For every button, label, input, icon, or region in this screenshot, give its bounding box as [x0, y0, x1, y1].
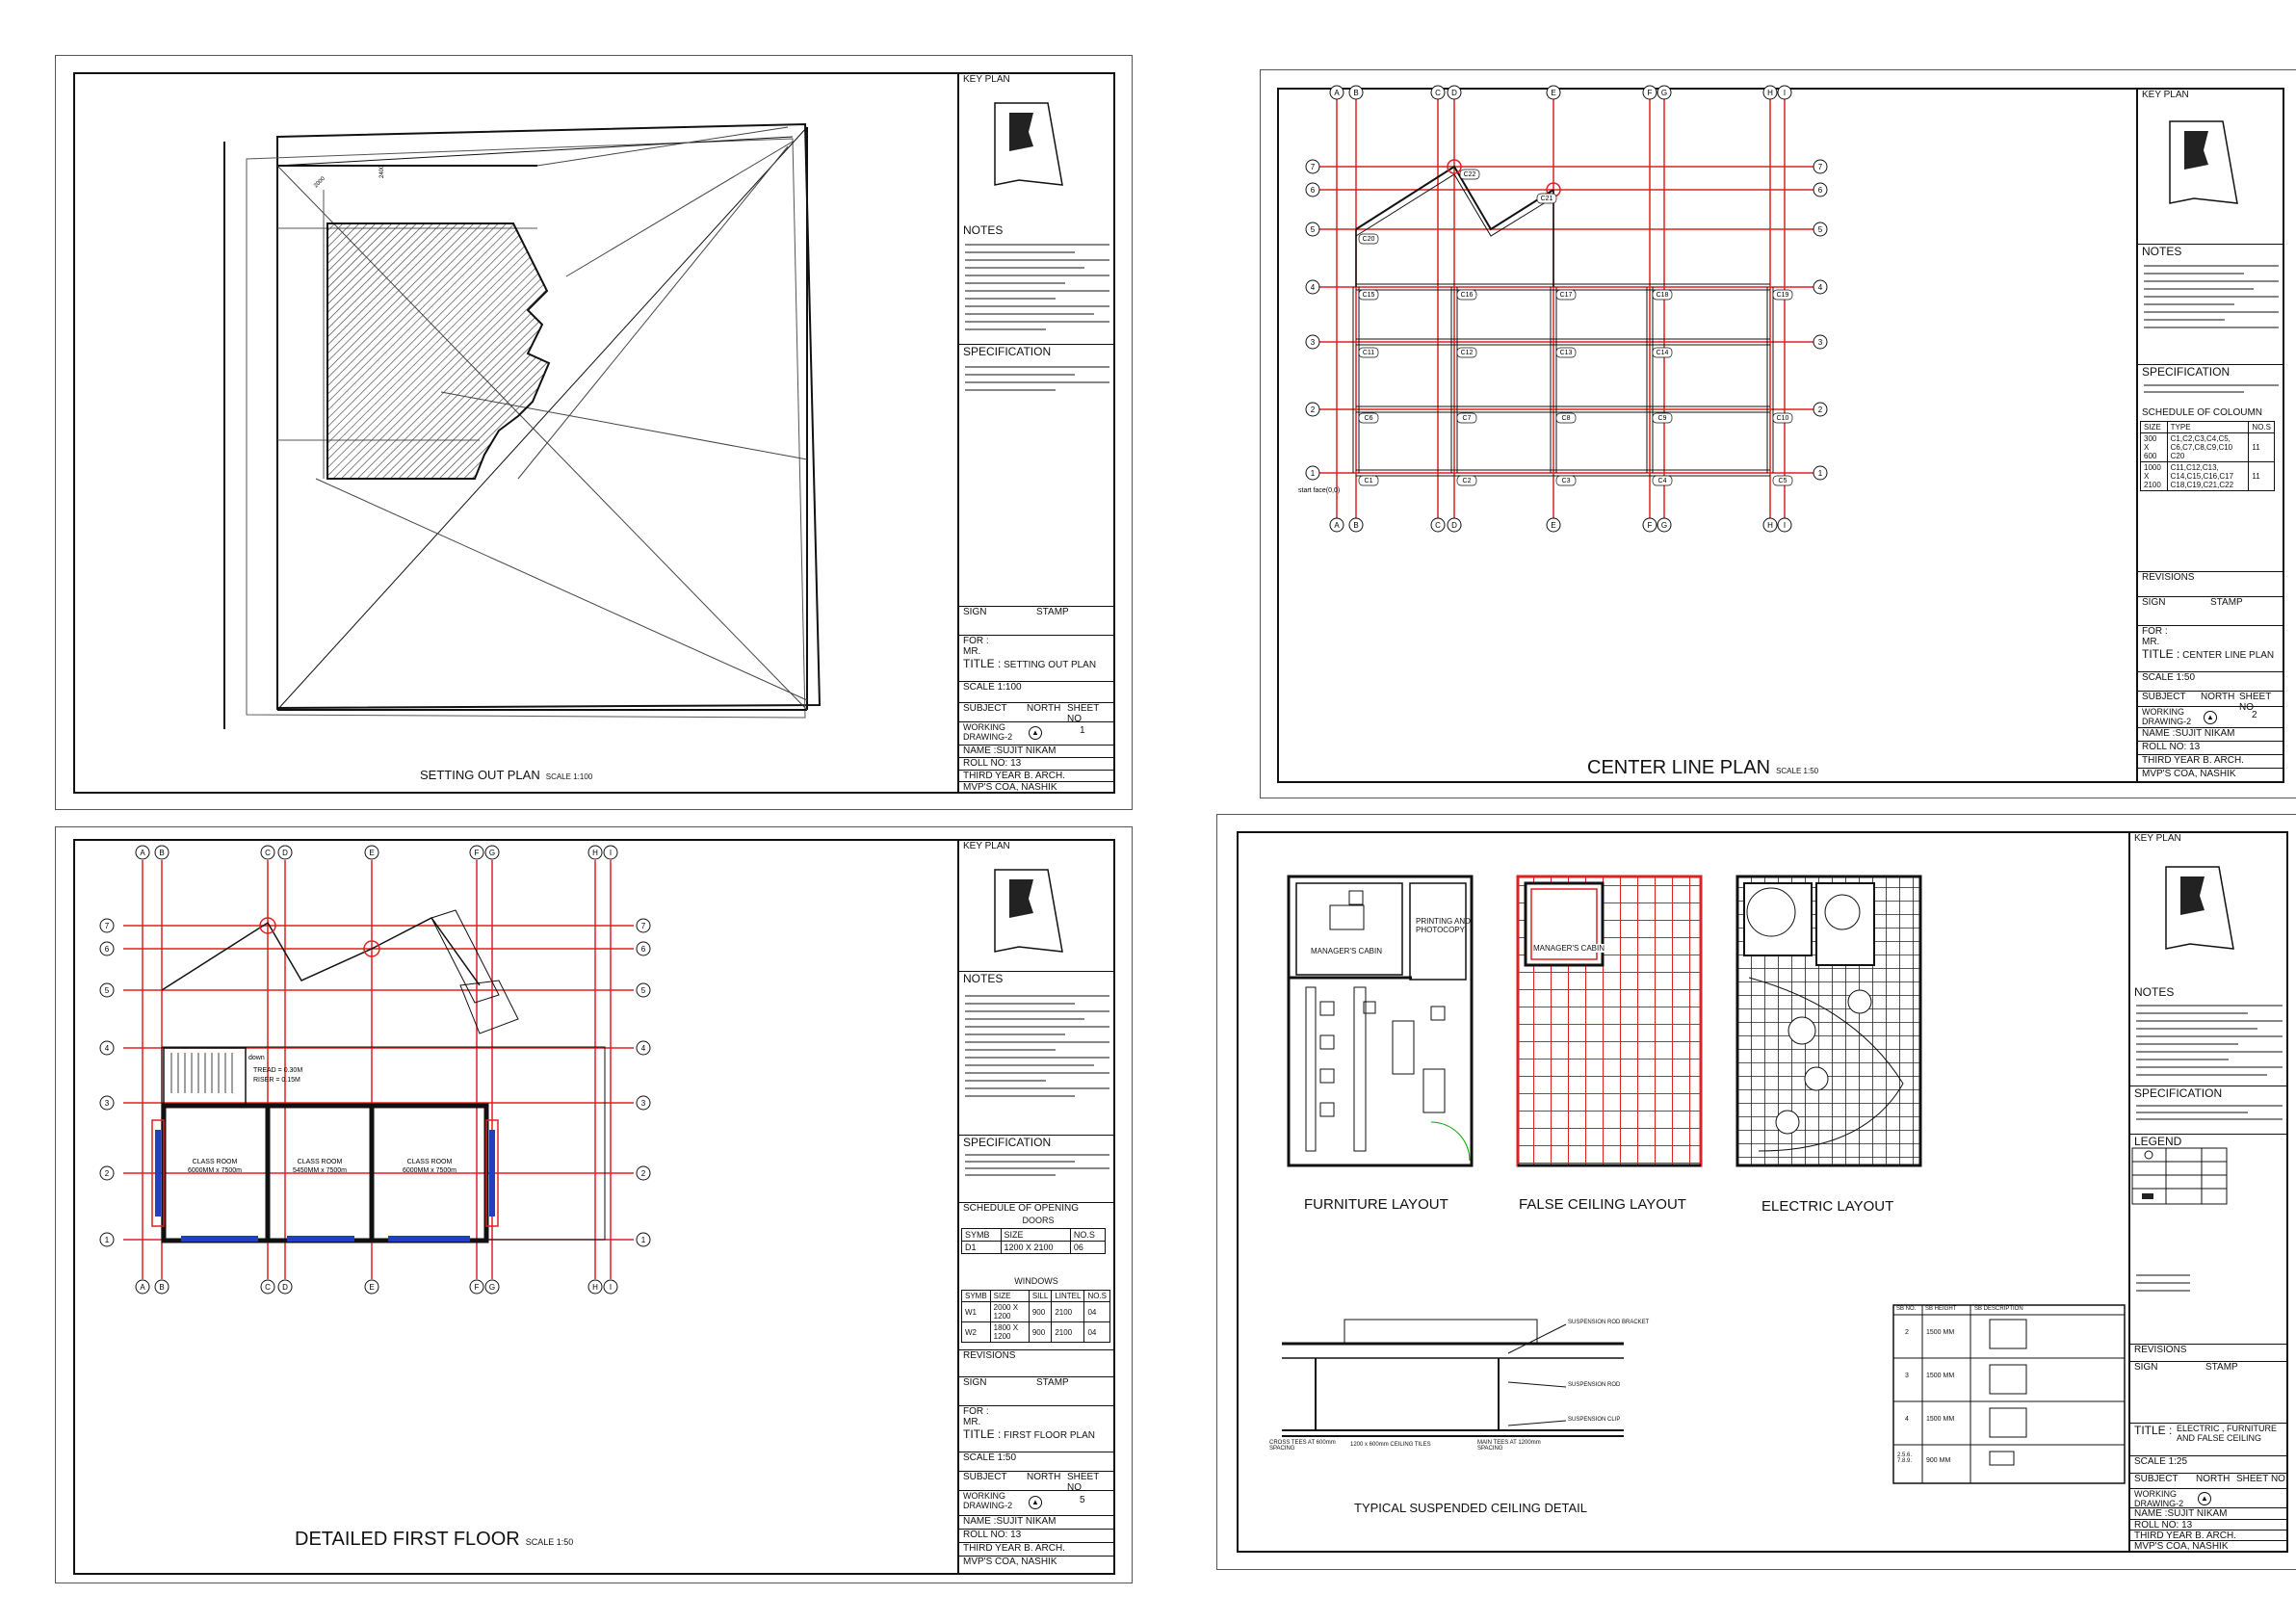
- grid-bubble-left-1-label: 1: [104, 1236, 110, 1244]
- grid-bubble-bottom-D-label: D: [282, 1283, 288, 1292]
- column-label-C15: C15: [1362, 292, 1375, 299]
- grid-bubble-right-4-label: 4: [640, 1044, 646, 1053]
- grid-bubble-left-5-label: 5: [104, 986, 110, 995]
- year-label: THIRD YEAR B. ARCH.: [963, 771, 1065, 781]
- for-label: FOR :: [963, 636, 989, 646]
- grid-bubble-left-7-label: 7: [104, 922, 110, 930]
- plan-title-text: DETAILED FIRST FLOOR: [295, 1529, 520, 1550]
- grid-bubble-bottom-D-label: D: [1451, 521, 1457, 530]
- grid-bubble-right-7-label: 7: [640, 922, 646, 930]
- detail-label-rod: SUSPENSION ROD: [1568, 1382, 1621, 1388]
- plan-scale: SCALE 1:100: [545, 772, 593, 781]
- key-plan-icon: [2161, 862, 2238, 949]
- column-label-C19: C19: [1776, 292, 1789, 299]
- grid-bubble-top-I-label: I: [609, 849, 613, 857]
- sheet-no-label: SHEET NO: [1067, 703, 1100, 724]
- window-glass: [489, 1130, 495, 1216]
- column-schedule-table: [2140, 421, 2275, 491]
- grid-bubble-top-E-label: E: [369, 849, 375, 857]
- grid-bubble-top-C-label: C: [1435, 89, 1441, 97]
- legend-table: [2132, 1148, 2229, 1206]
- title-value: FIRST FLOOR PLAN: [1004, 1430, 1095, 1441]
- grid-bubble-top-C-label: C: [265, 849, 271, 857]
- north-label: NORTH: [2196, 1474, 2231, 1484]
- grid-bubble-left-7-label: 7: [1310, 163, 1316, 171]
- for-label: FOR :: [963, 1406, 989, 1417]
- grid-bubble-bottom-G-label: G: [488, 1283, 496, 1292]
- column-label-C8: C8: [1561, 415, 1571, 422]
- scale-label: SCALE 1:50: [2142, 672, 2196, 683]
- grid-bubble-left-2-label: 2: [104, 1169, 110, 1178]
- th-size: SIZE: [990, 1291, 1029, 1302]
- specification-heading: SPECIFICATION: [2142, 365, 2231, 379]
- title-value: CENTER LINE PLAN: [2182, 650, 2275, 661]
- sign-label: SIGN: [963, 607, 987, 617]
- key-plan-label: KEY PLAN: [2142, 90, 2189, 100]
- key-plan-label: KEY PLAN: [2134, 833, 2181, 844]
- title-label: TITLE :: [2142, 647, 2180, 661]
- sheet-no-label: SHEET NO: [1067, 1472, 1100, 1493]
- roll-label: ROLL NO: 13: [2142, 742, 2201, 752]
- title-label: TITLE :: [963, 1427, 1002, 1441]
- th-nos: NO.S: [1084, 1291, 1110, 1302]
- subject-label: SUBJECT: [963, 703, 1007, 714]
- grid-bubble-left-3-label: 3: [1310, 338, 1316, 347]
- center-line-drawing: [1279, 90, 2126, 781]
- grid-bubble-right-1-label: 1: [640, 1236, 646, 1244]
- notes-heading: NOTES: [963, 223, 1004, 237]
- detail-label-clip: SUSPENSION CLIP: [1568, 1417, 1621, 1423]
- doors-heading: DOORS: [1022, 1216, 1055, 1225]
- sheet-no-label: SHEET NO: [2236, 1474, 2285, 1484]
- plan-title-text: CENTER LINE PLAN: [1587, 757, 1771, 778]
- sheet-center-line: [1260, 69, 2296, 798]
- subject-label: SUBJECT: [2134, 1474, 2179, 1484]
- table-cell: 1200 X 2100: [1001, 1242, 1070, 1254]
- stair-down-label: down: [248, 1055, 265, 1061]
- detail-label-main-tees: MAIN TEES AT 1200mm SPACING: [1477, 1440, 1541, 1452]
- door-schedule-table: [961, 1228, 1106, 1254]
- specification-heading: SPECIFICATION: [963, 1136, 1052, 1149]
- table-cell: C11,C12,C13, C14,C15,C16,C17 C18,C19,C21,C22: [2167, 462, 2249, 491]
- column-label-C21: C21: [1540, 196, 1553, 202]
- for-label: FOR :: [2142, 626, 2168, 637]
- room-name: CLASS ROOM: [406, 1159, 453, 1165]
- table-cell: 04: [1084, 1302, 1110, 1322]
- managers-cabin-label: MANAGER'S CABIN: [1311, 947, 1382, 955]
- th-size: SIZE: [2141, 422, 2168, 433]
- window-glass: [388, 1236, 470, 1242]
- table-cell: 900: [1029, 1302, 1051, 1322]
- table-cell: 900: [1029, 1322, 1051, 1343]
- grid-bubble-bottom-I-label: I: [609, 1283, 613, 1292]
- column-label-C10: C10: [1776, 415, 1789, 422]
- th-nos: NO.S: [2249, 422, 2275, 433]
- grid-bubble-top-B-label: B: [1353, 89, 1359, 97]
- detail-label-tiles: 1200 x 600mm CEILING TILES: [1350, 1442, 1431, 1448]
- specification-heading: SPECIFICATION: [2134, 1086, 2223, 1100]
- table-cell: 2100: [1052, 1322, 1084, 1343]
- column-label-C5: C5: [1778, 478, 1787, 484]
- th-nos: NO.S: [1070, 1229, 1105, 1242]
- table-cell: 2100: [1052, 1302, 1084, 1322]
- table-cell: C1,C2,C3,C4,C5, C6,C7,C8,C9,C10 C20: [2167, 433, 2249, 462]
- mr-label: MR.: [963, 646, 981, 657]
- drawing-frame: [73, 72, 1115, 794]
- scale-label: SCALE 1:100: [963, 682, 1022, 693]
- column-label-C16: C16: [1460, 292, 1474, 299]
- window-glass: [181, 1236, 258, 1242]
- th-sill: SILL: [1029, 1291, 1051, 1302]
- window-schedule-table: [961, 1290, 1110, 1343]
- column-label-C6: C6: [1364, 415, 1373, 422]
- year-label: THIRD YEAR B. ARCH.: [963, 1543, 1065, 1554]
- grid-bubble-right-2-label: 2: [640, 1169, 646, 1178]
- th-symb: SYMB: [962, 1291, 991, 1302]
- window-glass: [155, 1130, 161, 1216]
- college-label: MVP'S COA, NASHIK: [963, 1557, 1057, 1567]
- key-plan-label: KEY PLAN: [963, 841, 1010, 851]
- grid-bubble-top-H-label: H: [1767, 89, 1773, 97]
- column-label-C13: C13: [1559, 350, 1573, 356]
- grid-bubble-top-D-label: D: [1451, 89, 1457, 97]
- grid-bubble-top-G-label: G: [488, 849, 496, 857]
- grid-bubble-top-F-label: F: [1647, 89, 1653, 97]
- north-arrow-icon: ▲: [1029, 726, 1042, 740]
- grid-bubble-bottom-I-label: I: [1783, 521, 1787, 530]
- grid-bubble-left-6-label: 6: [1310, 186, 1316, 195]
- sheet-no-label: SHEET NO: [2239, 692, 2272, 713]
- title-value: SETTING OUT PLAN: [1004, 660, 1097, 670]
- grid-bubble-bottom-C-label: C: [1435, 521, 1441, 530]
- th-size: SIZE: [1001, 1229, 1070, 1242]
- electric-title: ELECTRIC LAYOUT: [1761, 1198, 1894, 1215]
- stamp-label: STAMP: [2210, 597, 2243, 608]
- specification-heading: SPECIFICATION: [963, 345, 1052, 358]
- roll-label: ROLL NO: 13: [2134, 1520, 2193, 1530]
- sb-header-height: SB HEIGHT: [1925, 1306, 1957, 1312]
- year-label: THIRD YEAR B. ARCH.: [2134, 1530, 2236, 1541]
- grid-bubble-top-F-label: F: [474, 849, 480, 857]
- title-block: [957, 841, 1113, 1573]
- sb-row-no: 2.5.6. 7.8.9.: [1897, 1452, 1913, 1464]
- column-label-C14: C14: [1656, 350, 1669, 356]
- scale-label: SCALE 1:50: [963, 1452, 1017, 1463]
- table-cell: 06: [1070, 1242, 1105, 1254]
- key-plan-icon: [990, 865, 1067, 952]
- first-floor-drawing: [75, 841, 961, 1573]
- sign-label: SIGN: [963, 1377, 987, 1388]
- svg-text:2400: 2400: [379, 165, 385, 178]
- grid-bubble-right-7-label: 7: [1817, 163, 1823, 171]
- grid-bubble-right-6-label: 6: [1817, 186, 1823, 195]
- grid-bubble-bottom-G-label: G: [1660, 521, 1668, 530]
- grid-bubble-left-4-label: 4: [1310, 283, 1316, 292]
- detail-label-cross-tees: CROSS TEES AT 600mm SPACING: [1269, 1440, 1336, 1452]
- sb-row-height: 1500 MM: [1926, 1416, 1955, 1423]
- roll-label: ROLL NO: 13: [963, 758, 1022, 769]
- grid-bubble-bottom-E-label: E: [369, 1283, 375, 1292]
- printing-label: PRINTING AND PHOTOCOPY: [1416, 917, 1471, 934]
- table-cell: 1800 X 1200: [990, 1322, 1029, 1343]
- title-block: [957, 74, 1113, 792]
- grid-bubble-top-I-label: I: [1783, 89, 1787, 97]
- working-drawing-label: WORKING DRAWING-2: [963, 722, 1013, 742]
- th-symb: SYMB: [962, 1229, 1002, 1242]
- stamp-label: STAMP: [2205, 1362, 2238, 1373]
- key-plan-icon: [2165, 117, 2242, 203]
- roof-outline: [162, 918, 480, 990]
- grid-bubble-right-6-label: 6: [640, 945, 646, 954]
- title-label: TITLE :: [963, 657, 1002, 670]
- grid-bubble-left-5-label: 5: [1310, 225, 1316, 234]
- table-cell: 11: [2249, 462, 2275, 491]
- revisions-label: REVISIONS: [2134, 1345, 2187, 1355]
- stair-tread-label: TREAD = 0.30M: [253, 1067, 303, 1074]
- grid-bubble-right-3-label: 3: [640, 1099, 646, 1108]
- key-plan-label: KEY PLAN: [963, 74, 1010, 85]
- grid-bubble-left-4-label: 4: [104, 1044, 110, 1053]
- room-size: 5450MM x 7500m: [292, 1167, 348, 1174]
- north-label: NORTH: [1027, 1472, 1061, 1482]
- roll-label: ROLL NO: 13: [963, 1530, 1022, 1540]
- staircase: [164, 1048, 246, 1106]
- name-label: NAME :SUJIT NIKAM: [2134, 1508, 2228, 1519]
- grid-bubble-right-1-label: 1: [1817, 469, 1823, 478]
- th-lintel: LINTEL: [1052, 1291, 1084, 1302]
- column-label-C18: C18: [1656, 292, 1669, 299]
- grid-bubble-bottom-H-label: H: [1767, 521, 1773, 530]
- mr-label: MR.: [2142, 637, 2160, 647]
- grid-bubble-left-3-label: 3: [104, 1099, 110, 1108]
- north-arrow-icon: ▲: [2198, 1492, 2211, 1505]
- sign-label: SIGN: [2134, 1362, 2158, 1373]
- terrace-outline: [431, 910, 499, 1003]
- north-label: NORTH: [2201, 692, 2235, 702]
- grid-bubble-top-H-label: H: [592, 849, 598, 857]
- sb-row-no: 2: [1905, 1329, 1909, 1336]
- table-cell: 300 X 600: [2141, 433, 2168, 462]
- key-plan-icon: [990, 98, 1067, 185]
- grid-bubble-right-5-label: 5: [1817, 225, 1823, 234]
- table-cell: 1000 X 2100: [2141, 462, 2168, 491]
- room-name: CLASS ROOM: [297, 1159, 343, 1165]
- grid-bubble-right-4-label: 4: [1817, 283, 1823, 292]
- table-cell: 2000 X 1200: [990, 1302, 1029, 1322]
- grid-bubble-bottom-C-label: C: [265, 1283, 271, 1292]
- table-cell: W1: [962, 1302, 991, 1322]
- room-size: 6000MM x 7500m: [402, 1167, 457, 1174]
- grid-bubble-top-G-label: G: [1660, 89, 1668, 97]
- column-label-C12: C12: [1460, 350, 1474, 356]
- subject-label: SUBJECT: [2142, 692, 2186, 702]
- column-label-C7: C7: [1462, 415, 1472, 422]
- title-value: ELECTRIC , FURNITURE AND FALSE CEILING: [2177, 1424, 2278, 1443]
- start-face-label: start face(0,0): [1298, 487, 1341, 494]
- notes-heading: NOTES: [2134, 985, 2175, 999]
- windows-heading: WINDOWS: [1014, 1276, 1058, 1286]
- table-cell: W2: [962, 1322, 991, 1343]
- north-arrow-icon: ▲: [2204, 711, 2217, 724]
- false-ceiling-title: FALSE CEILING LAYOUT: [1519, 1196, 1686, 1213]
- sheet-number: 5: [1080, 1495, 1085, 1505]
- false-ceiling-cabin-label: MANAGER'S CABIN: [1533, 944, 1605, 953]
- detail-label-rod-bracket: SUSPENSION ROD BRACKET: [1568, 1320, 1650, 1325]
- stamp-label: STAMP: [1036, 1377, 1069, 1388]
- college-label: MVP'S COA, NASHIK: [963, 782, 1057, 793]
- column-label-C1: C1: [1364, 478, 1373, 484]
- drawing-frame: [73, 839, 1115, 1575]
- plan-title: [420, 768, 592, 782]
- opening-schedule-heading: SCHEDULE OF OPENING: [963, 1203, 1080, 1214]
- plan-title: [295, 1529, 573, 1551]
- grid-bubble-left-1-label: 1: [1310, 469, 1316, 478]
- grid-bubble-top-A-label: A: [140, 849, 145, 857]
- plan-title-text: SETTING OUT PLAN: [420, 768, 540, 782]
- sheet-number: 1: [1080, 725, 1085, 736]
- column-label-C3: C3: [1561, 478, 1571, 484]
- room-name: CLASS ROOM: [192, 1159, 238, 1165]
- grid-bubble-top-D-label: D: [282, 849, 288, 857]
- grid-bubble-right-5-label: 5: [640, 986, 646, 995]
- college-label: MVP'S COA, NASHIK: [2142, 769, 2236, 779]
- table-cell: 04: [1084, 1322, 1110, 1343]
- grid-bubble-bottom-E-label: E: [1551, 521, 1556, 530]
- north-label: NORTH: [1027, 703, 1061, 714]
- revisions-label: REVISIONS: [2142, 572, 2195, 583]
- floor-outline: [162, 1047, 605, 1240]
- title-block: [2128, 833, 2286, 1551]
- grid-bubble-top-B-label: B: [159, 849, 165, 857]
- sb-row-height: 900 MM: [1926, 1457, 1951, 1464]
- grid-bubble-right-3-label: 3: [1817, 338, 1823, 347]
- sb-row-no: 4: [1905, 1416, 1909, 1423]
- stair-riser-label: RISER = 0.15M: [253, 1077, 300, 1084]
- working-drawing-label: WORKING DRAWING-2: [2142, 707, 2192, 726]
- svg-text:2000: 2000: [313, 175, 326, 190]
- college-label: MVP'S COA, NASHIK: [2134, 1541, 2229, 1552]
- north-arrow-icon: ▲: [1029, 1496, 1042, 1509]
- name-label: NAME :SUJIT NIKAM: [963, 746, 1057, 756]
- grid-bubble-left-2-label: 2: [1310, 406, 1316, 414]
- grid-bubble-bottom-B-label: B: [1353, 521, 1359, 530]
- column-label-C17: C17: [1559, 292, 1573, 299]
- scale-label: SCALE 1:25: [2134, 1456, 2188, 1467]
- setting-out-drawing: [75, 74, 961, 792]
- room-size: 6000MM x 7500m: [187, 1167, 243, 1174]
- table-cell: D1: [962, 1242, 1002, 1254]
- grid-bubble-bottom-B-label: B: [159, 1283, 165, 1292]
- grid-bubble-top-E-label: E: [1551, 89, 1556, 97]
- sheet-electric: [1216, 814, 2296, 1570]
- plan-title: [1587, 757, 1818, 779]
- sb-row-no: 3: [1905, 1373, 1909, 1379]
- sheet-first-floor: [55, 826, 1133, 1583]
- drawing-frame: [1237, 831, 2288, 1553]
- column-schedule-heading: SCHEDULE OF COLOUMN: [2142, 407, 2263, 418]
- revisions-label: REVISIONS: [963, 1350, 1016, 1361]
- grid-bubble-bottom-F-label: F: [474, 1283, 480, 1292]
- sheet-setting-out: [55, 55, 1133, 810]
- sb-header-desc: SB DESCRIPTION: [1974, 1306, 2023, 1312]
- working-drawing-label: WORKING DRAWING-2: [963, 1491, 1013, 1510]
- name-label: NAME :SUJIT NIKAM: [963, 1516, 1057, 1527]
- planter-outline: [460, 981, 518, 1033]
- name-label: NAME :SUJIT NIKAM: [2142, 728, 2235, 739]
- mr-label: MR.: [963, 1417, 981, 1427]
- subject-label: SUBJECT: [963, 1472, 1007, 1482]
- plan-scale: SCALE 1:50: [1776, 767, 1819, 775]
- window-glass: [287, 1236, 354, 1242]
- title-label: TITLE :: [2134, 1424, 2173, 1437]
- table-cell: 11: [2249, 433, 2275, 462]
- ceiling-detail-title: TYPICAL SUSPENDED CEILING DETAIL: [1354, 1501, 1588, 1515]
- notes-heading: NOTES: [2142, 245, 2182, 258]
- sb-row-height: 1500 MM: [1926, 1329, 1955, 1336]
- grid-bubble-right-2-label: 2: [1817, 406, 1823, 414]
- legend-heading: LEGEND: [2134, 1135, 2182, 1148]
- grid-bubble-bottom-H-label: H: [592, 1283, 598, 1292]
- furniture-title: FURNITURE LAYOUT: [1304, 1196, 1448, 1213]
- column-label-C2: C2: [1462, 478, 1472, 484]
- year-label: THIRD YEAR B. ARCH.: [2142, 755, 2244, 766]
- column-label-C20: C20: [1362, 236, 1375, 243]
- th-type: TYPE: [2167, 422, 2249, 433]
- working-drawing-label: WORKING DRAWING-2: [2134, 1489, 2184, 1508]
- drawing-frame: [1277, 88, 2284, 783]
- column-label-C4: C4: [1657, 478, 1667, 484]
- title-block: [2136, 90, 2283, 781]
- column-label-C11: C11: [1362, 350, 1375, 356]
- sheet-number: 2: [2252, 710, 2257, 720]
- sb-row-height: 1500 MM: [1926, 1373, 1955, 1379]
- column-label-C22: C22: [1463, 171, 1476, 178]
- notes-heading: NOTES: [963, 972, 1004, 985]
- sb-header-no: SB NO.: [1896, 1306, 1917, 1312]
- column-label-C9: C9: [1657, 415, 1667, 422]
- plan-scale: SCALE 1:50: [525, 1537, 574, 1547]
- sign-label: SIGN: [2142, 597, 2166, 608]
- grid-bubble-bottom-F-label: F: [1647, 521, 1653, 530]
- grid-bubble-bottom-A-label: A: [140, 1283, 145, 1292]
- stamp-label: STAMP: [1036, 607, 1069, 617]
- grid-bubble-left-6-label: 6: [104, 945, 110, 954]
- grid-bubble-top-A-label: A: [1334, 89, 1340, 97]
- grid-bubble-bottom-A-label: A: [1334, 521, 1340, 530]
